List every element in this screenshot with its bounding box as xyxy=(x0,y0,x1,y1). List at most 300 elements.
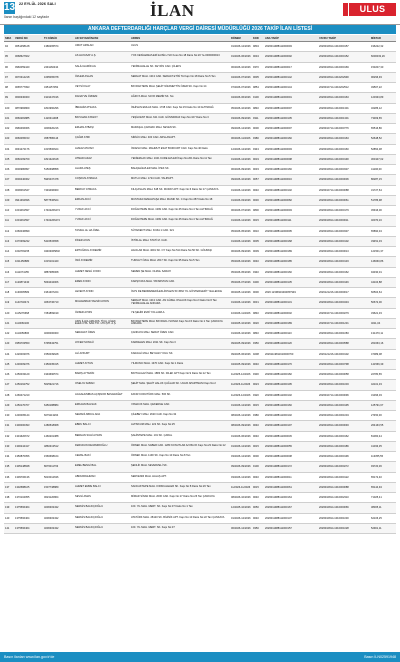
table-cell: 2026011988111000110 xyxy=(264,329,318,339)
table-cell: 06/2025-12/2026 xyxy=(230,288,252,298)
page-number-badge: 13 xyxy=(4,2,16,13)
table-cell: 09/2026-12/2026 xyxy=(230,124,252,134)
table-cell: 1130605582 xyxy=(14,288,43,298)
table-cell: 2026010814-1010000162 xyxy=(318,431,370,441)
table-cell: ERKAHN BALSAK xyxy=(74,400,130,410)
table-cell: MUSTAFA KEMALPAŞA MAH. MANIK SK. C Kapı No:287 Daire No:18 xyxy=(130,195,230,205)
table-row xyxy=(4,411,396,421)
table-cell: 0660281885 xyxy=(14,113,43,123)
table-cell: 95 xyxy=(4,52,14,62)
table-cell: TURGUT ÖZAL MAH. 2617 SK. Kapı No:35 Daire No:5 Tan xyxy=(130,257,230,267)
table-cell: 9019 xyxy=(252,154,264,164)
table-cell: CEMAL BAKİ xyxy=(74,452,130,462)
table-cell: 65890,34 xyxy=(370,226,396,236)
table-cell: ÖZZER AYDIN xyxy=(74,308,130,318)
table-row xyxy=(4,216,396,226)
table-cell: 2026010714-1010000776 xyxy=(318,124,370,134)
table-cell: AS HAYASAT A.Ş. xyxy=(74,52,130,62)
table-cell: 12/2025-10/2026 xyxy=(230,503,252,513)
table-cell: 129 xyxy=(4,400,14,410)
table-cell: 9311 xyxy=(252,113,264,123)
table-cell: 130 xyxy=(4,411,14,421)
table-cell: 96 xyxy=(4,62,14,72)
table-cell: 4006303432 xyxy=(43,523,74,533)
table-cell: 133 xyxy=(4,441,14,451)
table-cell: 2026011988111000166 xyxy=(264,165,318,175)
table-cell: 2026011988111000045 xyxy=(264,431,318,441)
table-cell: FAKIR KORUTÜRK MAH. 506 SK. xyxy=(130,390,230,400)
table-cell: 4587580116 xyxy=(43,134,74,144)
table-row xyxy=(4,236,396,246)
table-cell: 2026010814-1010001004 xyxy=(318,411,370,421)
table-cell: 2026010814-1010001301 xyxy=(318,113,370,123)
table-cell: 93720,36 xyxy=(370,462,396,472)
table-cell: 2026121216-1010000017 xyxy=(318,288,370,298)
table-row xyxy=(4,42,396,52)
table-cell: 2026010814-1010000162 xyxy=(318,267,370,277)
table-cell: ÖRNEK MAH. 1190 SK. Kapı No:13 Daire No:8 Tan xyxy=(130,452,230,462)
table-cell: 2026010814-1010000179 xyxy=(318,206,370,216)
table-cell: 0065777993 xyxy=(14,83,43,93)
table-cell: 264163,55 xyxy=(370,421,396,431)
table-row xyxy=(4,93,396,103)
table-cell: COŞKUN ATMACA xyxy=(74,175,130,185)
table-cell: 9000 xyxy=(252,124,264,134)
table-cell: İNHİSLIN EMLAK MAH. 1738 CAD. Kapı No:15 Daire No:10 ALTINDAĞ xyxy=(130,103,230,113)
table-cell: 9840 xyxy=(252,308,264,318)
table-cell: 38305,11 xyxy=(370,503,396,513)
table-cell: 136 xyxy=(4,472,14,482)
table-cell: 2026011988111000160 xyxy=(264,400,318,410)
table-cell: 0651458128 xyxy=(14,42,43,52)
table-cell: KILIÇASLAN MAH. 648 SK. MURAT APT. Kapı No:6 Daire No:17 ÇANKAYA xyxy=(130,185,230,195)
table-cell: 2026010814-1010000006 xyxy=(318,175,370,185)
table-cell: ŞEHİT MAH. ŞEHİT HALUK ÇAĞLAR SK. UGUR APARTMANI Kapı No:2 xyxy=(130,380,230,390)
table-cell: 01/2026-06/2026 xyxy=(230,52,252,62)
table-cell: 0359703550 xyxy=(14,339,43,349)
table-cell: 120333,89 xyxy=(370,93,396,103)
table-cell: ÖRNEK MAH. SABER CAD. 1280 KONUTLAR A/3 BLOK Kapı No:23 Daire No:12 xyxy=(130,441,230,451)
table-cell: 01/2026-06/2026 xyxy=(230,431,252,441)
table-cell: 140 xyxy=(4,513,14,523)
table-cell: ÖZLEM ASLAN xyxy=(74,72,130,82)
table-cell: 1300244417 xyxy=(14,441,43,451)
table-cell: 2026011988111000131 xyxy=(264,298,318,308)
table-cell: KARDELEN MAH. 2011 SK. Kapı No:3 xyxy=(130,339,230,349)
column-header: YAVRU TAKİP xyxy=(318,35,370,42)
table-cell: EBRU BALCI xyxy=(74,421,130,431)
table-cell: İSTİKLAL MAH. STATİ M. CAD. xyxy=(130,236,230,246)
table-cell: 2026011988111000182 xyxy=(264,370,318,380)
table-cell: BARIŞ AYTEKİN xyxy=(74,370,130,380)
table-cell: BAYRAKTEPE MAH. ŞEHİT NİZAMETTİN ÖZER SK. Kapı No:14 xyxy=(130,83,230,93)
table-cell: 09/2026-09/2026 xyxy=(230,462,252,472)
table-cell: 2026010814-1010000163 xyxy=(318,134,370,144)
table-row xyxy=(4,257,396,267)
table-cell: 01/2026-12/2026 xyxy=(230,513,252,523)
table-cell: ERHAN ATBAŞI xyxy=(74,124,130,134)
table-cell: 2026010814-1010001003 xyxy=(318,380,370,390)
table-cell: 04/2025-09/2026 xyxy=(230,359,252,369)
table-cell: 0966466066 xyxy=(14,124,43,134)
table-cell: 1301620672 xyxy=(14,431,43,441)
table-cell: ATMADI AFAZ xyxy=(74,154,130,164)
table-cell: 5945437478 xyxy=(43,175,74,185)
table-cell: 2026010814-1010000163 xyxy=(318,93,370,103)
table-cell: 06/2026-09/2026 xyxy=(230,165,252,175)
table-cell: 4860313512 xyxy=(43,441,74,451)
tax-notice-table xyxy=(4,35,396,534)
table-cell: 114 xyxy=(4,247,14,257)
table-row xyxy=(4,195,396,205)
table-cell: 73309,65 xyxy=(370,113,396,123)
table-cell: 2491160434 xyxy=(43,62,74,72)
table-cell: 2026010814-1010000152 xyxy=(318,52,370,62)
table-cell: 44104,88 xyxy=(370,277,396,287)
table-cell: 2026011988111000008 xyxy=(264,452,318,462)
table-cell: 04/2026-07/2026 xyxy=(230,72,252,82)
table-cell: 01/2026-12/2026 xyxy=(230,154,252,164)
table-row xyxy=(4,134,396,144)
table-cell: NERGİS BALIKÇIOĞLU xyxy=(74,513,130,523)
table-cell: SERHAT MAH. 1313 CAD. SERHAT ETİSİ TA Kapı No:18 Daire No:5 Tan xyxy=(130,72,230,82)
table-cell: 1350035315 xyxy=(43,359,74,369)
table-cell: 110 xyxy=(4,206,14,216)
table-cell: 138 xyxy=(4,493,14,503)
table-row xyxy=(4,318,396,328)
table-cell: 0887385068 xyxy=(43,267,74,277)
table-cell: 9804 xyxy=(252,42,264,52)
table-cell: 2026010814-1010001030 xyxy=(318,513,370,523)
table-cell: 2026010814-1010000157 xyxy=(318,42,370,52)
table-cell: 5877536524 xyxy=(43,195,74,205)
table-cell: 1961307224 xyxy=(43,288,74,298)
table-cell: 2026011988111000093 xyxy=(264,42,318,52)
table-cell: 2026010814-1010001083 xyxy=(318,329,370,339)
table-cell: 9057 xyxy=(252,175,264,185)
table-row xyxy=(4,390,396,400)
table-cell: 11/2026-12/2026 xyxy=(230,390,252,400)
table-cell: 04/2026-06/2026 xyxy=(230,93,252,103)
table-cell: ÇİLEBEY MAH. 2620 CAD. Kapı No:32 xyxy=(130,411,230,421)
table-cell: 2026011988111000111 xyxy=(264,216,318,226)
table-cell: 153207,30 xyxy=(370,62,396,72)
table-cell: LEVENT AYDIN xyxy=(74,288,130,298)
table-cell: 2026010814-1010202990 xyxy=(318,72,370,82)
column-header: ANA TAKİP xyxy=(264,35,318,42)
table-cell: 2026011988111000097 xyxy=(264,103,318,113)
table-cell: 9015 xyxy=(252,482,264,492)
table-cell: 132 xyxy=(4,431,14,441)
table-cell: SEVGİ AMAS xyxy=(74,493,130,503)
table-cell: 33451,33 xyxy=(370,236,396,246)
table-row xyxy=(4,124,396,134)
table-cell: 2026011988111000002 xyxy=(264,308,318,318)
table-cell: 2026011988111000168 xyxy=(264,236,318,246)
table-cell: EREN AYDIN xyxy=(74,277,130,287)
table-cell: 141566,39 xyxy=(370,359,396,369)
table-cell: 9340 xyxy=(252,267,264,277)
table-row xyxy=(4,329,396,339)
masthead xyxy=(0,0,400,25)
table-cell: 4351157052 xyxy=(43,83,74,93)
table-cell: 1302588105 xyxy=(14,482,43,492)
table-cell: 6000033,29 xyxy=(370,52,396,62)
table-cell: 2026010714-1010001231 xyxy=(318,318,370,328)
column-header: AD SOYAD/ÜNVAN xyxy=(74,35,130,42)
table-cell: 06/2026-10/2026 xyxy=(230,62,252,72)
table-cell: 108 xyxy=(4,185,14,195)
table-cell: BAHÇELİEVLER MAH. İPEK SK. xyxy=(130,165,230,175)
table-cell: ALMAZ ATAYEV xyxy=(74,144,130,154)
table-row xyxy=(4,503,396,513)
table-cell: HACILAR MAH. 4091 SK. OY Kapı No:514 Daire No:50 SK. GÖLBAŞI xyxy=(130,247,230,257)
table-cell: 2026010814-1010000195 xyxy=(318,400,370,410)
column-header: TC KİMLİK xyxy=(43,35,74,42)
table-cell: SERVENDI MAH. HALAŞ APT. xyxy=(130,472,230,482)
table-cell: FİKER AYAN xyxy=(74,236,130,246)
table-cell: 5416515658 xyxy=(43,236,74,246)
table-cell: ÇAĞRI ATMI xyxy=(74,134,130,144)
table-cell: 2026011988111000102 xyxy=(264,411,318,421)
table-row xyxy=(4,400,396,410)
table-cell: 65144,94 xyxy=(370,482,396,492)
table-cell: 01/2026-12/2026 xyxy=(230,185,252,195)
table-cell: 9840 xyxy=(252,329,264,339)
table-cell: 06/2026-09/2026 xyxy=(230,247,252,257)
table-cell: 7281869199 xyxy=(43,308,74,318)
table-cell: 2026010814-1010002310 xyxy=(318,493,370,503)
table-cell: 08/2026-12/2026 xyxy=(230,411,252,421)
table-cell: 0600330000 xyxy=(14,93,43,103)
table-cell: 20261119811910000760 xyxy=(264,349,318,359)
table-row xyxy=(4,52,396,62)
table-cell: 1060046899 xyxy=(14,226,43,236)
table-cell: 135 xyxy=(4,462,14,472)
table-cell: 17402266474 xyxy=(43,206,74,216)
table-cell: OSELYA SABAN xyxy=(74,380,130,390)
table-cell: 01/2026-12/2026 xyxy=(230,236,252,246)
table-cell: 9000 xyxy=(252,288,264,298)
table-cell: 0000440062 xyxy=(14,175,43,185)
table-cell: 2026011988111000142 xyxy=(264,72,318,82)
table-cell xyxy=(43,52,74,62)
table-cell: 0091272176 xyxy=(14,144,43,154)
table-cell: VEYSİ KILAY xyxy=(74,83,130,93)
table-cell: 4006303432 xyxy=(43,503,74,513)
table-cell: 2026011988111000164 xyxy=(264,493,318,503)
table-cell: 6079113264 xyxy=(43,411,74,421)
issue-date: 22 EYLÜL 2026 SALI xyxy=(19,2,56,6)
table-cell: 2026011988111000195 xyxy=(264,380,318,390)
footer-right-text: Basın İLN02591948 xyxy=(364,655,396,659)
table-cell: TASFAL AL HA ÖZEL xyxy=(74,226,130,236)
table-cell: 261663,16 xyxy=(370,339,396,349)
table-cell: 2026011988111000167 xyxy=(264,503,318,513)
table-cell: 105 xyxy=(4,154,14,164)
table-cell: 9040 xyxy=(252,359,264,369)
table-cell: 2026010814-1010000061 xyxy=(318,195,370,205)
table-row xyxy=(4,185,396,195)
table-cell: 106 xyxy=(4,165,14,175)
table-cell: 1120871430 xyxy=(14,277,43,287)
table-cell: 81060,44 xyxy=(370,431,396,441)
table-cell: 2026011988111000017 xyxy=(264,62,318,72)
table-cell: 2026010814-1010000058 xyxy=(318,370,370,380)
table-cell: 7449496960 xyxy=(43,185,74,195)
table-cell: 97 xyxy=(4,72,14,82)
table-cell: 2026011988111000185 xyxy=(264,257,318,267)
table-cell: 9023 xyxy=(252,380,264,390)
table-cell: 2026010814-1010000146 xyxy=(318,277,370,287)
table-cell: 2026011988111000157 xyxy=(264,523,318,533)
table-cell: YENİEMLAK MAH. 1041 KURE EVLERİ Kapı No:201 Daire No:11 Tan xyxy=(130,154,230,164)
table-row xyxy=(4,103,396,113)
table-cell: 0070314218 xyxy=(14,72,43,82)
table-cell: ŞAHİNTEPE MAH. 101 SK. ÇARAL xyxy=(130,431,230,441)
table-cell: 9030 xyxy=(252,195,264,205)
table-cell: BATUHAN ATASOY xyxy=(74,113,130,123)
table-cell: 9000 xyxy=(252,452,264,462)
table-cell: 9350 xyxy=(252,339,264,349)
table-row xyxy=(4,472,396,482)
table-row xyxy=(4,359,396,369)
table-row xyxy=(4,482,396,492)
table-cell: ÇANKAYA MAH. SERAT ÖZEN CAD. xyxy=(130,329,230,339)
table-row xyxy=(4,513,396,523)
table-cell: 2026011988111000102 xyxy=(264,390,318,400)
table-cell: 65172,40 xyxy=(370,472,396,482)
table-cell: 1550039628 xyxy=(43,349,74,359)
table-row xyxy=(4,462,396,472)
table-cell: 47089,08 xyxy=(370,349,396,359)
table-cell: 86287,15 xyxy=(370,175,396,185)
table-cell: SİRİLİK MAH. 400 CAD. ARSLANAPT. xyxy=(130,134,230,144)
table-cell: 1002781155 xyxy=(14,247,43,257)
table-cell: 1919447196 xyxy=(43,93,74,103)
table-cell: EMEL BENGİ BAL xyxy=(74,462,130,472)
table-cell: ERKAN AKCİ xyxy=(74,195,130,205)
table-cell: 2026010714-1010000096 xyxy=(318,390,370,400)
table-cell: 05/2026-04/2026 xyxy=(230,257,252,267)
table-cell: ATATÜRK MAH. 28120 SK. BİHİSİK APT. Kapı No:13 Daire No:22 Tan ÇANKAYA xyxy=(130,513,230,523)
table-cell: 120 xyxy=(4,308,14,318)
table-row xyxy=(4,226,396,236)
table-cell: 107 xyxy=(4,175,14,185)
table-cell: AHMET EMRE BALCI xyxy=(74,482,130,492)
table-cell: 1821324618 xyxy=(43,154,74,164)
notice-title: ANKARA DEFTERDARLIĞI HARÇLAR VERGİ DAİRESİ MÜDÜRLÜĞÜ 2026 TAKİP İLAN LİSTESİ xyxy=(4,25,396,34)
table-cell: 31727,64 xyxy=(370,185,396,195)
table-cell: 05/2026-10/2026 xyxy=(230,103,252,113)
table-cell: 125 xyxy=(4,359,14,369)
table-cell: 51786,98 xyxy=(370,195,396,205)
newspaper-logo: ULUS xyxy=(349,3,396,16)
table-cell: 121501,37 xyxy=(370,247,396,257)
table-cell: 4000000000 xyxy=(43,329,74,339)
table-cell: 118 xyxy=(4,288,14,298)
table-cell: 2026010714-1010202512 xyxy=(318,83,370,93)
table-cell: 9009 xyxy=(252,247,264,257)
table-cell: 03/2026-12/2026 xyxy=(230,472,252,482)
table-cell: 2026011988111000144 xyxy=(264,83,318,93)
table-cell: 01/2026-10/2026 xyxy=(230,329,252,339)
table-cell: YAMACIK MAH. ÇEKERGE CAD. xyxy=(130,400,230,410)
table-cell: BAYRAKTEPE MAH. BAYRAKLI SONAK Kapı No:15 Daire No:1 Tan ÇANKAYA ANKARA xyxy=(130,318,230,328)
table-cell: 2026011988111000160 xyxy=(264,267,318,277)
table-cell: 6795643751 xyxy=(43,339,74,349)
page-footer xyxy=(0,652,400,662)
table-cell: İNCİ AYDEMİR xyxy=(74,257,130,267)
table-row xyxy=(4,288,396,298)
table-cell: 112 xyxy=(4,226,14,236)
table-cell: 121 xyxy=(4,318,14,328)
table-cell: 1420311908 xyxy=(43,113,74,123)
table-cell: 9330 xyxy=(252,370,264,380)
column-header: DÖNEM xyxy=(230,35,252,42)
table-cell: 2026011988111000016 xyxy=(264,175,318,185)
table-cell: İBRAHİM ATSAKA xyxy=(74,103,130,113)
table-cell: DOĞANTEPE MAH. 1399 CAD. Kapı No:45 Daire No:4 Tan ALTINDAĞ xyxy=(130,216,230,226)
table-cell: 09/2025-06/2026 xyxy=(230,349,252,359)
table-cell: 2026011988111000011 xyxy=(264,472,318,482)
table-cell: 2026011988111000098 xyxy=(264,154,318,164)
table-cell: 119 xyxy=(4,298,14,308)
table-cell: 9380 xyxy=(252,134,264,144)
table-cell: 1380265574 xyxy=(43,42,74,52)
table-cell: 1070369232 xyxy=(14,236,43,246)
table-cell: 102 xyxy=(4,124,14,134)
table-cell: 2026011988111000091 xyxy=(264,93,318,103)
table-cell: 1111074155 xyxy=(14,267,43,277)
table-cell: SERHAT MAH. 1313 CAD. AN GÜZEL OSLAUK Kapı No:2 Daire No:6 Tan YENİMAHALLE ANKARA xyxy=(130,298,230,308)
table-cell: 01/2026-12/2026 xyxy=(230,441,252,451)
table-cell: 04/2025-10/2026 xyxy=(230,318,252,328)
table-cell: 2026010814-1010000133 xyxy=(318,257,370,267)
table-cell: 2026011988111000176 xyxy=(264,359,318,369)
table-cell: 2026010814-1010000588 xyxy=(318,339,370,349)
table-cell: 9040 xyxy=(252,257,264,267)
table-row xyxy=(4,370,396,380)
table-cell: 103 xyxy=(4,134,14,144)
table-cell: 1143746471 xyxy=(14,298,43,308)
table-cell: 9208 xyxy=(252,349,264,359)
table-cell: 22780,65 xyxy=(370,370,396,380)
table-cell: ALİ AVKURT xyxy=(74,349,130,359)
table-cell: YILMUNCI MAH. 1370 CAD. Kapı No:1 Daire xyxy=(130,359,230,369)
table-cell: 109 xyxy=(4,195,14,205)
table-cell: 146660,86 xyxy=(370,257,396,267)
table-cell: SEMEN ŞE MAH. OLMAL SARAYI xyxy=(130,267,230,277)
table-row xyxy=(4,72,396,82)
table-cell: 134 xyxy=(4,452,14,462)
table-row xyxy=(4,452,396,462)
table-cell: 9015 xyxy=(252,441,264,451)
table-cell: AKIN İLAÇLAMA DIŞ. TİCA. ÇİLEK ELEK.OTA. SAN.TİC. LTD.ŞTİ. A.Ş. xyxy=(74,318,130,328)
table-cell: 117 xyxy=(4,277,14,287)
table-cell: YUSUF AKCİ xyxy=(74,206,130,216)
table-cell: 1350870056 xyxy=(14,452,43,462)
table-cell: 06/2026-12/2026 xyxy=(230,523,252,533)
table-cell: 113355,55 xyxy=(370,452,396,462)
table-cell: 2026010814-1010000093 xyxy=(318,421,370,431)
table-cell: 2026010714-1010000088 xyxy=(318,185,370,195)
table-cell: 96296,93 xyxy=(370,72,396,82)
table-cell: AĞZIYA MAH. SAYR MEMİR SK. No: xyxy=(130,93,230,103)
table-cell: YEŞİLKENT MAH. 621 CAD. GÜNSIDRAF Kapı No:107 Daire No:3 xyxy=(130,113,230,123)
table-cell: 9343 xyxy=(252,144,264,154)
column-header: VERGİ NO xyxy=(14,35,43,42)
